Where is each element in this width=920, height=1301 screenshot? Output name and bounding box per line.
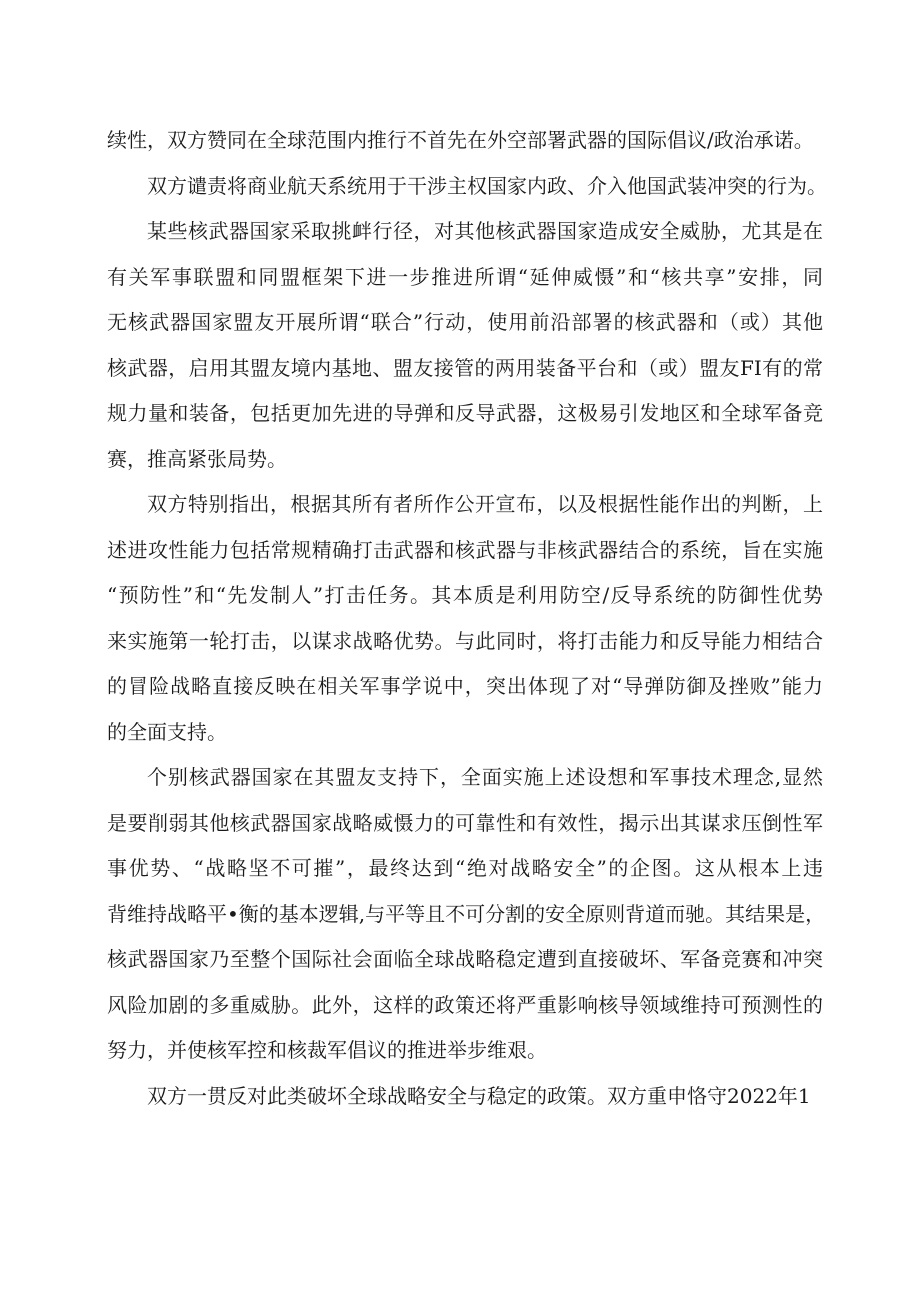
paragraph-line: 核武器国家乃至整个国际社会面临全球战略稳定遭到直接破坏、军备竞赛和冲突 (107, 947, 823, 971)
document-body (107, 118, 827, 1119)
paragraph-line: 双方谴责将商业航天系统用于干涉主权国家内政、介入他国武装冲突的行为。 (147, 173, 827, 198)
paragraph-line: 背维持战略平•衡的基本逻辑,与平等且不可分割的安全原则背道而驰。其结果是， (107, 901, 826, 926)
paragraph-4 (107, 482, 823, 755)
paragraph-line: 双方一贯反对此类破坏全球战略安全与稳定的政策。双方重申恪守2022年1 (147, 1083, 811, 1108)
paragraph-line: 个别核武器国家在其盟友支持下，全面实施上述设想和军事技术理念,显然 (147, 765, 823, 789)
paragraph-6 (107, 1074, 823, 1120)
paragraph-line: 有关军事联盟和同盟框架下进一步推进所谓“延伸威慑”和“核共享”安排，同 (107, 264, 823, 289)
paragraph-line: 努力，并使核军控和核裁军倡议的推进举步维艰。 (107, 1038, 547, 1062)
paragraph-line: 是要削弱其他核武器国家战略威慑力的可靠性和有效性，揭示出其谋求压倒性军 (107, 810, 823, 835)
paragraph-5 (107, 755, 826, 1074)
paragraph-line: 来实施第一轮打击，以谋求战略优势。与此同时，将打击能力和反导能力相结合 (107, 628, 823, 653)
paragraph-line: 核武器，启用其盟友境内基地、盟友接管的两用装备平台和（或）盟友FI有的常 (107, 355, 823, 380)
paragraph-3 (107, 209, 823, 482)
paragraph-line: 某些核武器国家采取挑衅行径，对其他核武器国家造成安全威胁，尤其是在 (147, 219, 823, 243)
paragraph-line: 事优势、“战略坚不可摧”，最终达到“绝对战略安全”的企图。这从根本上违 (107, 856, 823, 880)
paragraph-line: 赛，推高紧张局势。 (107, 446, 287, 471)
paragraph-line: “预防性”和“先发制人”打击任务。其本质是利用防空/反导系统的防御性优势 (107, 583, 823, 607)
paragraph-line: 述进攻性能力包括常规精确打击武器和核武器与非核武器结合的系统，旨在实施 (107, 537, 823, 562)
paragraph-1 (107, 118, 823, 164)
paragraph-line: 续性，双方赞同在全球范围内推行不首先在外空部署武器的国际倡议/政治承诺。 (107, 128, 814, 152)
paragraph-line: 无核武器国家盟友开展所谓“联合”行动，使用前沿部署的核武器和（或）其他 (107, 310, 823, 334)
paragraph-line: 的全面支持。 (107, 719, 227, 744)
paragraph-line: 双方特别指出，根据其所有者所作公开宣布，以及根据性能作出的判断，上 (147, 492, 823, 516)
paragraph-line: 风险加剧的多重威胁。此外，这样的政策还将严重影响核导领域维持可预测性的 (107, 992, 823, 1017)
paragraph-line: 规力量和装备，包括更加先进的导弹和反导武器，这极易引发地区和全球军备竞 (107, 401, 823, 425)
paragraph-line: 的冒险战略直接反映在相关军事学说中，突出体现了对“导弹防御及挫败”能力 (107, 674, 823, 698)
paragraph-2 (107, 164, 827, 210)
